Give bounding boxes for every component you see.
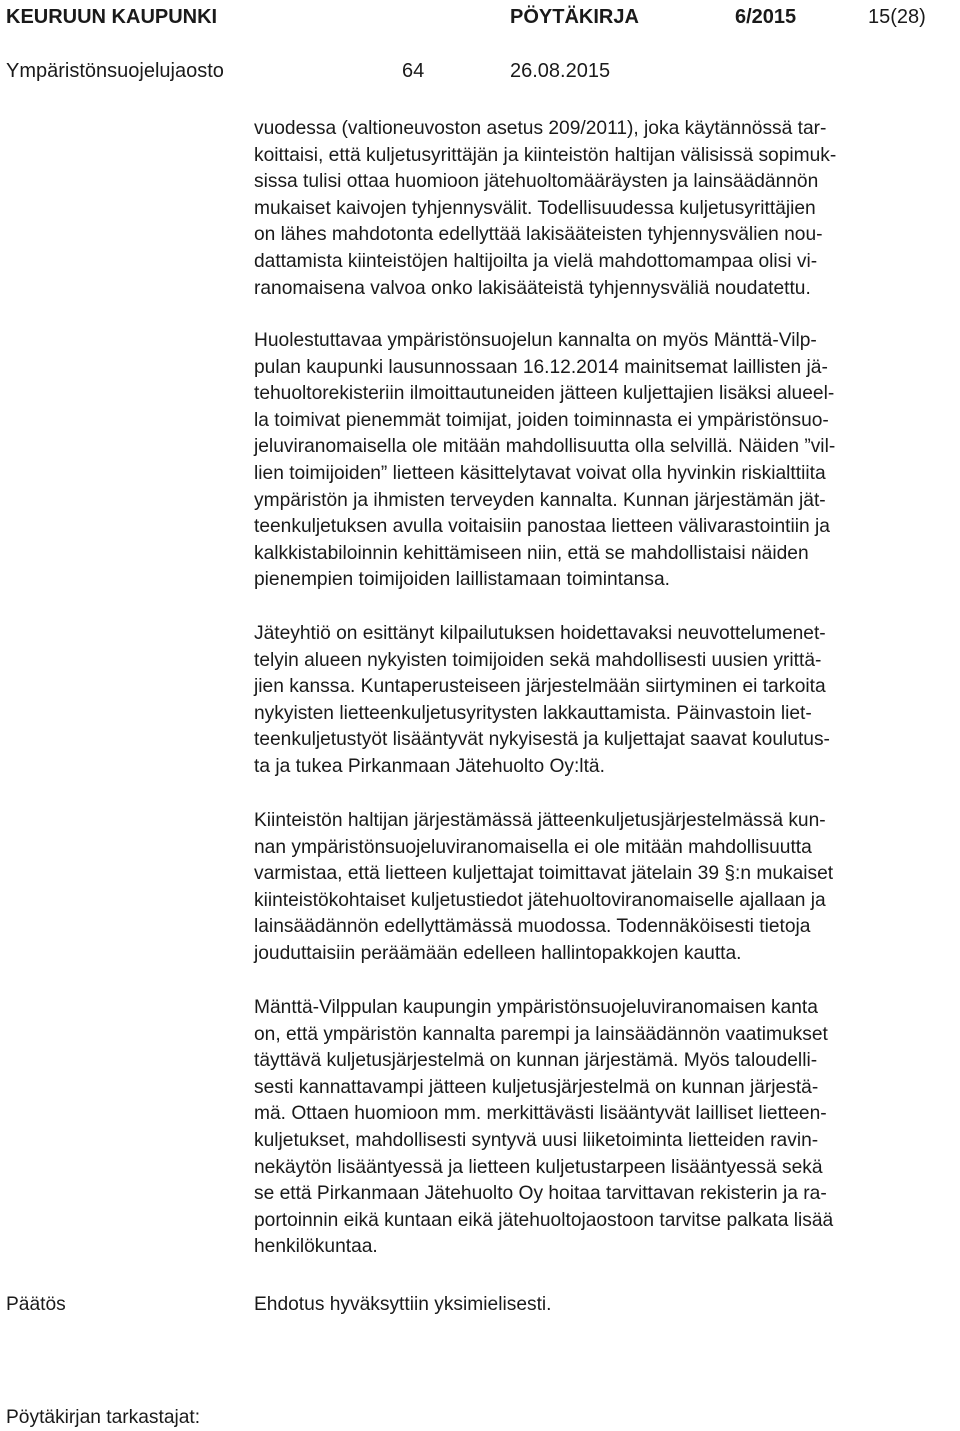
body-paragraph: vuodessa (valtioneuvoston asetus 209/2011), joka käytännössä tar- koittaisi, että kuljetusyrittäjän ja kiinteistön haltijan välisissä sopimuk- sissa tulisi ottaa huomioon jätehuoltomääräysten ja lainsäädännön mukaiset kaivojen tyhjennysvälit. Todellisuudessa kuljetusyrittäjien on lähes mahdotonta edellyttää lakisääteisten tyhjennysvälien nou- dattamista kiinteistöjen haltijoilta ja vielä mahdottomampaa olisi vi- ranomaisena valvoa onko lakisääteistä tyhjennysväliä noudatettu. bbox=[254, 118, 837, 299]
decision-text: Ehdotus hyväksyttiin yksimielisesti. bbox=[254, 1294, 552, 1315]
committee-name: Ympäristönsuojelujaosto bbox=[6, 60, 224, 82]
section-number: 64 bbox=[402, 60, 425, 82]
body-paragraph: Huolestuttavaa ympäristönsuojelun kannalta on myös Mänttä-Vilp- pulan kaupunki lausunnossaan 16.12.2014 mainitsemat laillisten jä- tehuoltorekisteriin ilmoittautuneiden jätteen kuljettajien lisäksi alueel- la toimivat pienemmät toimijat, joiden toiminnasta ei ympäristönsuo- jeluviranomaisella ole mitään mahdollisuutta olla selvillä. Näiden ”vil- lien toimijoiden” lietteen käsittelytavat voivat olla hyvinkin riskialttiita ympäristön ja ihmisten terveyden kannalta. Kunnan järjestämän jät- teenkuljetuksen avulla voitaisiin panostaa lietteen välivarastointiin ja kalkkistabiloinnin kehittämiseen niin, että se mahdollistaisi näiden pienempien toimijoiden laillistamaan toimintansa. bbox=[254, 330, 836, 591]
decision-label: Päätös bbox=[6, 1294, 66, 1315]
meeting-date: 26.08.2015 bbox=[510, 60, 611, 82]
organization-name: KEURUUN KAUPUNKI bbox=[6, 6, 218, 28]
document-number: 6/2015 bbox=[735, 6, 797, 28]
body-paragraph: Kiinteistön haltijan järjestämässä jätteenkuljetusjärjestelmässä kun- nan ympäristönsuojeluviranomaisella ei ole mitään mahdollisuutta varmistaa, että lietteen kuljettajat toimittavat jätelain 39 §:n mukaiset kiinteistökohtaiset kuljetustiedot jätehuoltoviranomaiselle ajallaan ja lainsäädännön edellyttämässä muodossa. Todennäköisesti tietoja jouduttaisiin peräämään edelleen hallintopakkojen kautta. bbox=[254, 810, 834, 964]
page-number: 15(28) bbox=[868, 6, 926, 28]
document-type: PÖYTÄKIRJA bbox=[510, 6, 639, 28]
reviewers-label: Pöytäkirjan tarkastajat: bbox=[6, 1407, 201, 1428]
body-paragraph: Jäteyhtiö on esittänyt kilpailutuksen hoidettavaksi neuvottelumenet- telyin alueen nykyisten toimijoiden sekä mahdollisesti uusien yrittä- jien kanssa. Kuntaperusteiseen järjestelmään siirtyminen ei tarkoita nykyisten lietteenkuljetusyritysten lakkauttamista. Päinvastoin liet- teenkuljetustyöt lisääntyvät nykyisestä ja kuljettajat saavat koulutus- ta ja tukea Pirkanmaan Jätehuolto Oy:ltä. bbox=[254, 623, 830, 777]
body-paragraph: Mänttä-Vilppulan kaupungin ympäristönsuojeluviranomaisen kanta on, että ympäristön kannalta parempi ja lainsäädännön vaatimukset täyttävä kuljetusjärjestelmä on kunnan järjestämä. Myös taloudelli- sesti kannattavampi jätteen kuljetusjärjestelmä on kunnan järjestä- mä. Ottaen huomioon mm. merkittävästi lisääntyvät lailliset lietteen- kuljetukset, mahdollisesti syntyvä uusi liiketoiminta lietteiden ravin- nekäytön lisääntyessä ja lietteen kuljetustarpeen lisääntyessä sekä se että Pirkanmaan Jätehuolto Oy hoitaa tarvittavan rekisterin ja ra- portoinnin eikä kuntaan eikä jätehuoltojaostoon tarvitse palkata lisää henkilökuntaa. bbox=[254, 997, 834, 1258]
